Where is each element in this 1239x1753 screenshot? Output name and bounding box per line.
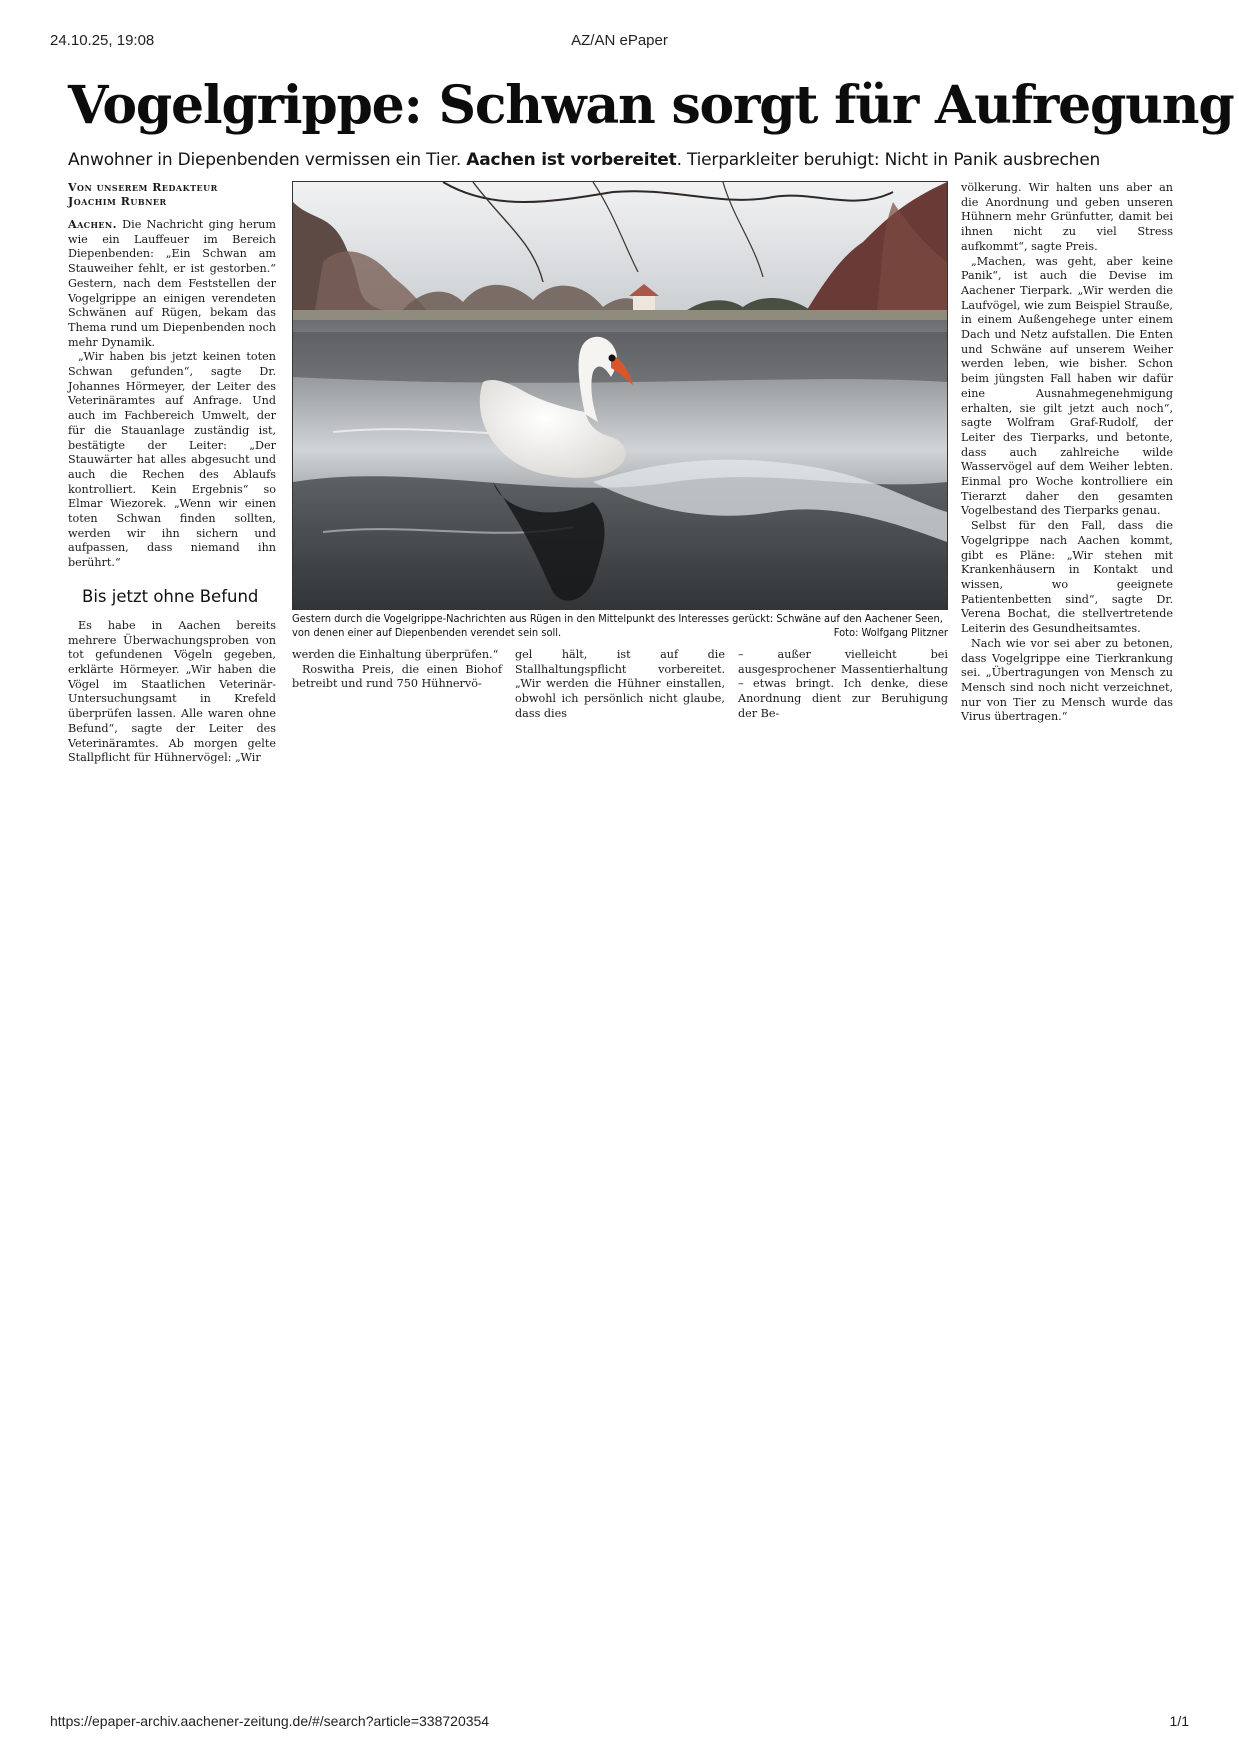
photo-caption-text: Gestern durch die Vogelgrippe-Nachrichten aus Rügen in den Mittelpunkt des Interesses gerückt: Schwäne auf den Aachener Seen, von denen einer auf Diepenbenden verendet sein soll. bbox=[292, 612, 943, 639]
paragraph: „Machen, was geht, aber keine Panik“, ist auch die Devise im Aachener Tierpark. „Wir werden die Laufvögel, wie zum Beispiel Strauße, in einem Außengehege unter einem Dach und Netz aufstallen. Die Enten und Schwäne auf unserem Weiher werden leben, wie bisher. Schon beim jüngsten Fall haben wir dafür eine Ausnahmegenehmigung erhalten, sie gilt jetzt auch noch“, sagte Wolfram Graf-Rudolf, der Leiter des Tierparks, und betonte, dass auch zahlreiche wilde Wasservögel auf dem Weiher lebten. Einmal pro Woche kontrolliere ein Tierarzt daher den gesamten Vogelbestand des Tierparks genau. bbox=[961, 254, 1173, 518]
article-subline bbox=[68, 148, 1178, 172]
print-page-number: 1/1 bbox=[1169, 1713, 1189, 1729]
byline-author: Joachim Rubner bbox=[68, 195, 167, 208]
paragraph: Nach wie vor sei aber zu betonen, dass Vogelgrippe eine Tierkrankung sei. „Übertragungen von Mensch zu Mensch sind noch nicht verzeichnet, nur von Tier zu Mensch wurde das Virus übertragen.“ bbox=[961, 636, 1173, 724]
subline-bold: Aachen ist vorbereitet bbox=[466, 150, 677, 170]
article-column-1 bbox=[68, 181, 276, 765]
subline-part-2: . Tierparkleiter beruhigt: Nicht in Panik ausbrechen bbox=[676, 150, 1101, 170]
swan-photo bbox=[292, 181, 948, 610]
paragraph: „Wir haben bis jetzt keinen toten Schwan gefunden“, sagte Dr. Johannes Hörmeyer, der Leiter des Veterinäramtes auf Anfrage. Und auch im Fachbereich Umwelt, der für die Stauanlage zuständig ist, bestätigte der Leiter: „Der Stauwärter hat alles abgesucht und auch die Rechen des Ablaufs kontrolliert. Kein Ergebnis“ so Elmar Wiezorek. „Wenn wir einen toten Schwan finden sollten, werden wir ihn sichern und aufpassen, dass niemand ihn berührt.“ bbox=[68, 350, 276, 570]
subline-part-1: Anwohner in Diepenbenden vermissen ein Tier. bbox=[68, 150, 467, 170]
paragraph: Es habe in Aachen bereits mehrere Überwachungsproben von tot gefundenen Vögeln gegeben, erklärte Hörmeyer. „Wir haben die Vögel im Staatlichen Veterinär-Untersuchungsamt in Krefeld überprüfen lassen. Alle waren ohne Befund“, sagte der Leiter des Veterinäramtes. Ab morgen gelte Stallpflicht für Hühnervögel: „Wir bbox=[68, 618, 276, 765]
print-footer bbox=[50, 1713, 1189, 1733]
article-column-4 bbox=[738, 648, 948, 720]
byline bbox=[68, 181, 276, 209]
print-page-title: AZ/AN ePaper bbox=[571, 32, 668, 49]
paragraph: Roswitha Preis, die einen Biohof betreibt und rund 750 Hühnervö- bbox=[292, 662, 502, 691]
photo-credit: Foto: Wolfgang Plitzner bbox=[833, 626, 948, 639]
article-column-2 bbox=[292, 648, 502, 708]
paragraph-text: Die Nachricht ging herum wie ein Lauffeuer im Bereich Diepenbenden: „Ein Schwan am Stauweiher fehlt, er ist gestorben.“ Gestern, nach dem Feststellen der Vogelgrippe an einigen verendeten Schwänen auf Rügen, bekam das Thema rund um Diepenbenden noch mehr Dynamik. bbox=[68, 218, 276, 349]
paragraph: – außer vielleicht bei ausgesprochener Massentierhaltung – etwas bringt. Ich denke, diese Anordnung dient zur Beruhigung der Be- bbox=[738, 648, 948, 720]
article-column-5 bbox=[961, 181, 1173, 766]
paragraph bbox=[68, 217, 276, 350]
print-timestamp: 24.10.25, 19:08 bbox=[50, 32, 155, 49]
paragraph: gel hält, ist auf die Stallhaltungspflicht vorbereitet. „Wir werden die Hühner einstallen, obwohl ich persönlich nicht glaube, dass dies bbox=[515, 648, 725, 720]
photo-caption bbox=[292, 612, 948, 640]
swan-photo-image bbox=[293, 182, 947, 609]
article-subheading: Bis jetzt ohne Befund bbox=[82, 586, 259, 606]
article-headline: Vogelgrippe: Schwan sorgt für Aufregung bbox=[68, 75, 1234, 136]
print-url: https://epaper-archiv.aachener-zeitung.de/#/search?article=338720354 bbox=[50, 1713, 490, 1729]
byline-role: Von unserem Redakteur bbox=[68, 181, 218, 194]
dateline: Aachen. bbox=[68, 217, 117, 231]
paragraph: werden die Einhaltung überprüfen.“ bbox=[292, 648, 499, 661]
newspaper-article bbox=[66, 70, 1234, 765]
paragraph: völkerung. Wir halten uns aber an die Anordnung und geben unseren Hühnern mehr Grünfutter, damit bei ihnen nicht zu viel Stress aufkommt“, sagte Preis. bbox=[961, 181, 1173, 253]
print-header bbox=[50, 32, 1189, 52]
article-column-3 bbox=[515, 648, 725, 720]
paragraph: Selbst für den Fall, dass die Vogelgrippe nach Aachen kommt, gibt es Pläne: „Wir stehen mit Krankenhäusern in Kontakt und wissen, wo geeignete Patientenbetten sind“, sagte Dr. Verena Bochat, die stellvertretende Leiterin des Gesundheitsamtes. bbox=[961, 519, 1173, 636]
